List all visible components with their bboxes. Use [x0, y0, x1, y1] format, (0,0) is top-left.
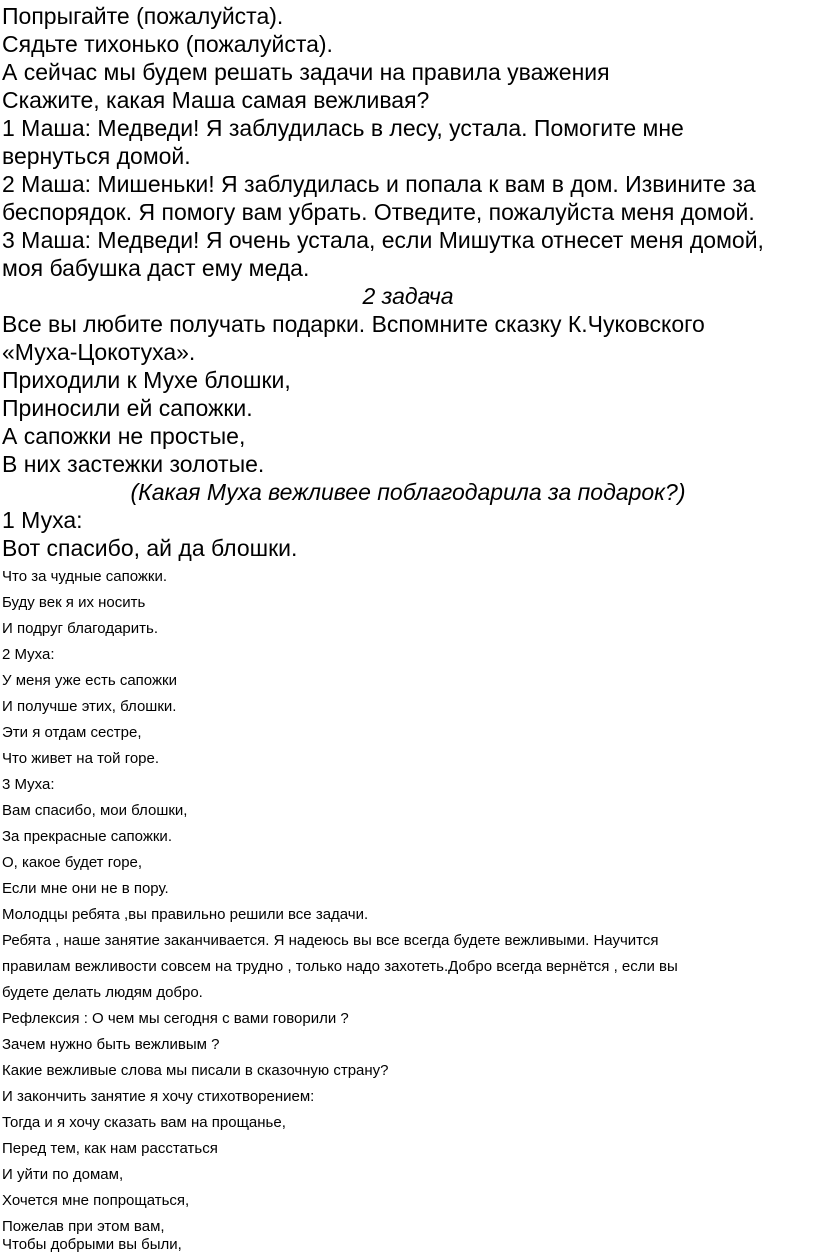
- text-line: Ребята , наше занятие заканчивается. Я надеюсь вы все всегда будете вежливыми. Научится: [2, 932, 659, 949]
- text-line: вернуться домой.: [2, 143, 191, 169]
- poem-line: Чтобы добрыми вы были,: [2, 1236, 182, 1253]
- text-line: Попрыгайте (пожалуйста).: [2, 3, 284, 29]
- poem-line: Приносили ей сапожки.: [2, 395, 253, 421]
- poem-line: Пожелав при этом вам,: [2, 1218, 165, 1235]
- poem-line: Хочется мне попрощаться,: [2, 1192, 190, 1209]
- text-line: 1 Маша: Медведи! Я заблудилась в лесу, устала. Помогите мне: [2, 115, 684, 141]
- text-line: моя бабушка даст ему меда.: [2, 255, 310, 281]
- poem-line: А сапожки не простые,: [2, 423, 246, 449]
- text-line: Все вы любите получать подарки. Вспомните сказку К.Чуковского: [2, 311, 705, 337]
- text-line: 3 Муха:: [2, 776, 55, 793]
- poem-line: В них застежки золотые.: [2, 451, 265, 477]
- text-line: И закончить занятие я хочу стихотворением:: [2, 1088, 315, 1105]
- text-line: Рефлексия : О чем мы сегодня с вами говорили ?: [2, 1010, 349, 1027]
- question-line: (Какая Муха вежливее поблагодарила за подарок?): [130, 479, 686, 505]
- poem-line: И получше этих, блошки.: [2, 698, 177, 715]
- text-line: А сейчас мы будем решать задачи на правила уважения: [2, 59, 610, 85]
- text-line: Молодцы ребята ,вы правильно решили все задачи.: [2, 906, 369, 923]
- poem-line: Что за чудные сапожки.: [2, 568, 168, 585]
- poem-line: О, какое будет горе,: [2, 854, 143, 871]
- poem-line: Тогда и я хочу сказать вам на прощанье,: [2, 1114, 286, 1131]
- text-line: Зачем нужно быть вежливым ?: [2, 1036, 220, 1053]
- poem-line: Буду век я их носить: [2, 594, 146, 611]
- poem-line: Вот спасибо, ай да блошки.: [2, 535, 298, 561]
- text-line: Сядьте тихонько (пожалуйста).: [2, 31, 333, 57]
- poem-line: За прекрасные сапожки.: [2, 828, 172, 845]
- poem-line: И подруг благодарить.: [2, 620, 158, 637]
- text-line: 1 Муха:: [2, 507, 83, 533]
- text-line: 2 Маша: Мишеньки! Я заблудилась и попала к вам в дом. Извините за: [2, 171, 756, 197]
- poem-line: У меня уже есть сапожки: [2, 672, 177, 689]
- text-line: 3 Маша: Медведи! Я очень устала, если Мишутка отнесет меня домой,: [2, 227, 764, 253]
- section-heading: 2 задача: [362, 283, 454, 309]
- poem-line: Если мне они не в пору.: [2, 880, 169, 897]
- text-line: Скажите, какая Маша самая вежливая?: [2, 87, 430, 113]
- text-line: будете делать людям добро.: [2, 984, 203, 1001]
- text-line: правилам вежливости совсем на трудно , только надо захотеть.Добро всегда вернётся , если вы: [2, 958, 678, 975]
- text-line: «Муха-Цокотуха».: [2, 339, 196, 365]
- poem-line: Вам спасибо, мои блошки,: [2, 802, 188, 819]
- poem-line: Приходили к Мухе блошки,: [2, 367, 291, 393]
- poem-line: И уйти по домам,: [2, 1166, 124, 1183]
- text-line: беспорядок. Я помогу вам убрать. Отведите, пожалуйста меня домой.: [2, 199, 755, 225]
- poem-line: Перед тем, как нам расстаться: [2, 1140, 218, 1157]
- text-line: 2 Муха:: [2, 646, 55, 663]
- poem-line: Что живет на той горе.: [2, 750, 160, 767]
- poem-line: Эти я отдам сестре,: [2, 724, 142, 741]
- text-line: Какие вежливые слова мы писали в сказочную страну?: [2, 1062, 389, 1079]
